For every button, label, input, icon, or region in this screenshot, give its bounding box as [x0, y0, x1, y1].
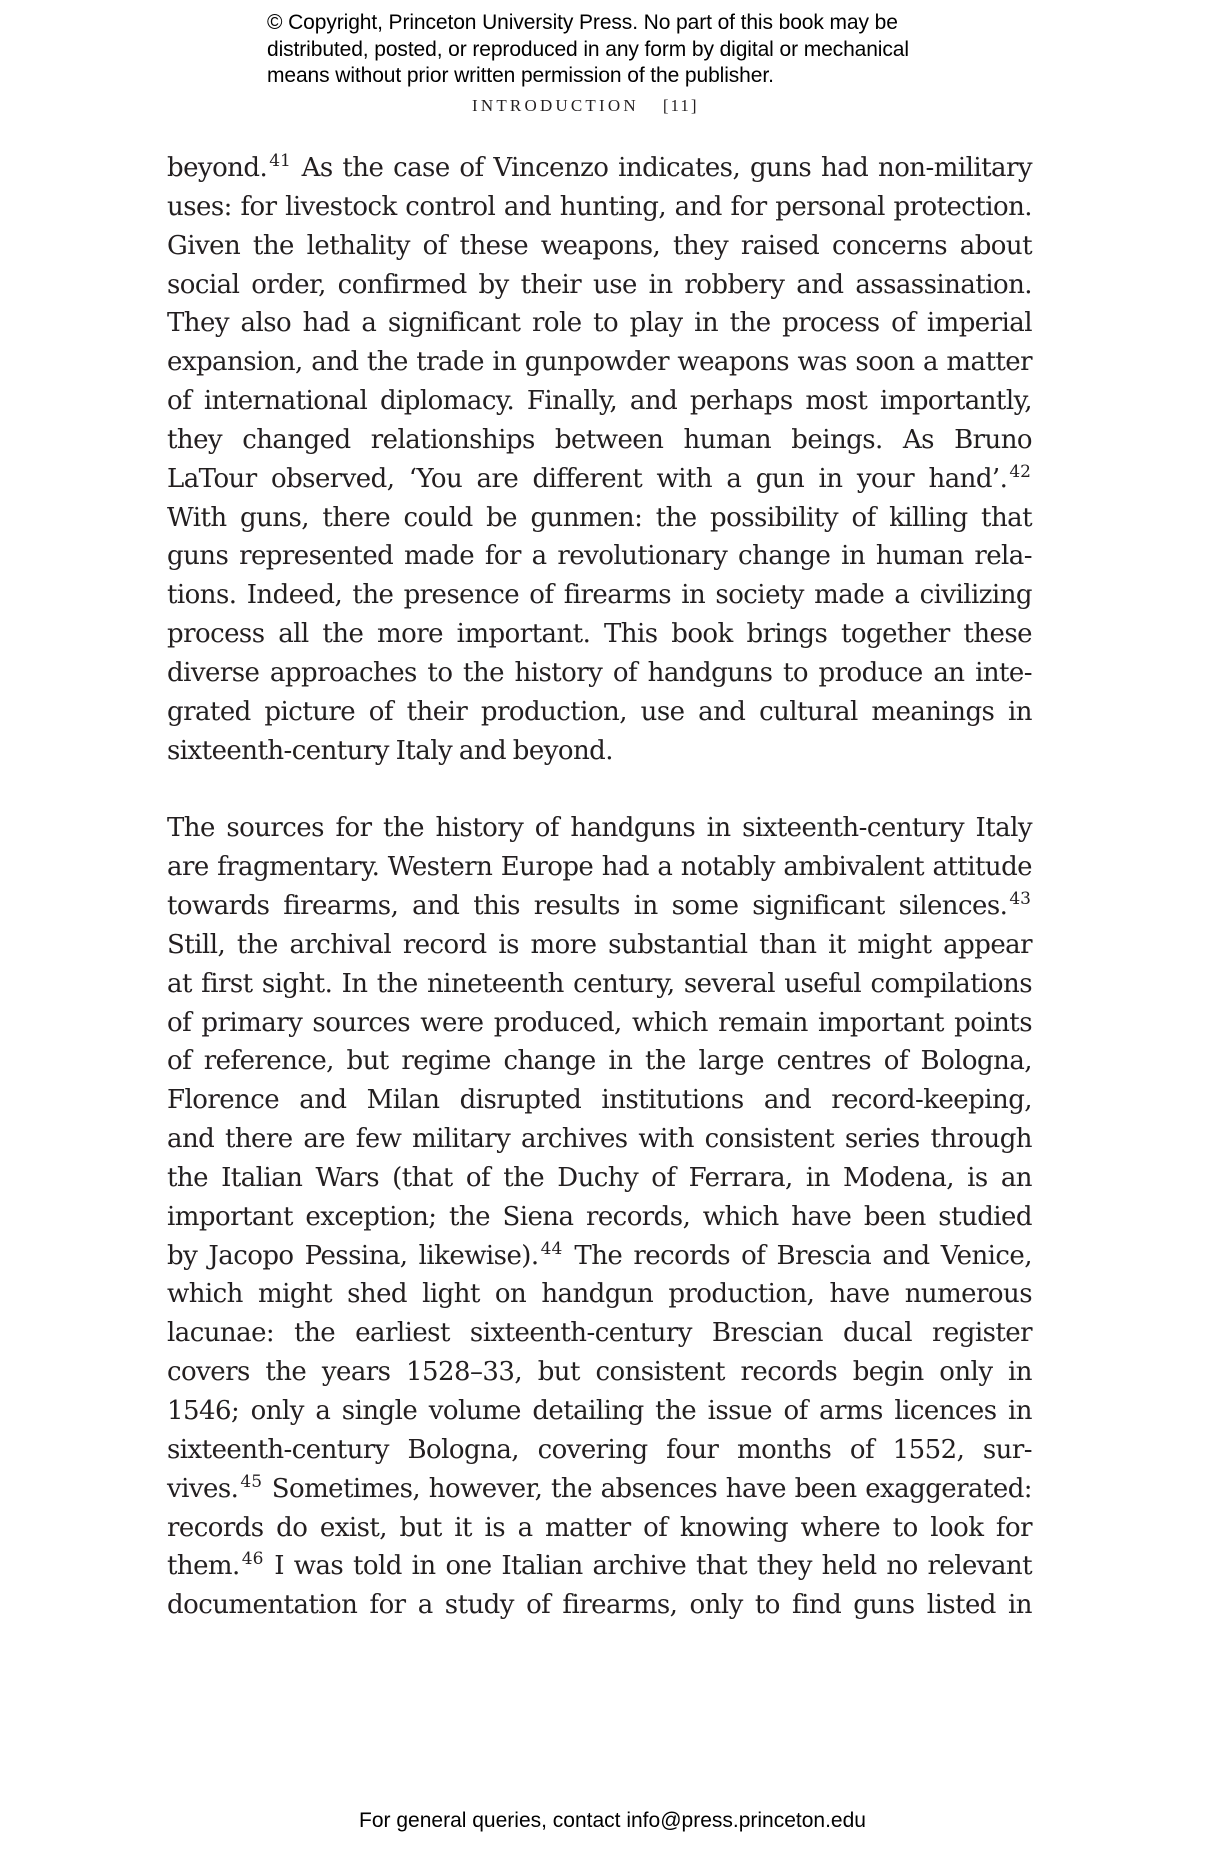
copyright-line: means without prior written permission of the publisher.	[267, 64, 774, 87]
text-line	[167, 1120, 1032, 1159]
paragraph	[167, 149, 1032, 771]
text-segment: they changed relationships between human beings. As Bruno	[167, 424, 1032, 455]
text-line	[167, 1159, 1032, 1198]
text-segment: lacunae: the earliest sixteenth-century Brescian ducal register	[167, 1318, 1032, 1349]
text-segment: important exception; the Siena records, which have been studied	[167, 1201, 1032, 1232]
copyright-notice	[267, 10, 1027, 90]
text-segment: of international diplomacy. Finally, and perhaps most importantly,	[167, 386, 1032, 417]
footnote-marker[interactable]: 42	[1009, 461, 1031, 482]
text-line	[167, 848, 1032, 887]
page-number: [11]	[662, 96, 699, 115]
text-line	[167, 421, 1032, 460]
text-line	[167, 460, 1032, 499]
text-segment: sixteenth-century Bologna, covering four months of 1552, sur-	[167, 1434, 1032, 1465]
text-line	[167, 693, 1032, 732]
text-segment: The sources for the history of handguns in sixteenth-century Italy	[167, 813, 1032, 844]
footnote-marker[interactable]: 45	[240, 1471, 263, 1492]
text-line	[167, 188, 1032, 227]
text-segment: of primary sources were produced, which remain important points	[167, 1007, 1032, 1038]
text-segment: uses: for livestock control and hunting, and for personal protection.	[167, 191, 1032, 222]
text-line	[167, 1509, 1032, 1548]
text-segment: covers the years 1528–33, but consistent records begin only in	[167, 1357, 1032, 1388]
paragraph	[167, 809, 1032, 1625]
text-line	[167, 1392, 1032, 1431]
text-segment: beyond.	[167, 153, 268, 183]
footnote-marker[interactable]: 43	[1009, 889, 1031, 910]
text-segment: are fragmentary. Western Europe had a notably ambivalent attitude	[167, 852, 1032, 883]
text-line	[167, 1081, 1032, 1120]
copyright-line: distributed, posted, or reproduced in any form by digital or mechanical	[267, 37, 909, 61]
text-segment: social order, confirmed by their use in robbery and assassination.	[167, 269, 1032, 300]
text-segment: 1546; only a single volume detailing the issue of arms licences in	[167, 1396, 1032, 1426]
text-segment: As the case of Vincenzo indicates, guns had non-military	[291, 153, 1032, 183]
text-segment: at first sight. In the nineteenth century, several useful compilations	[167, 968, 1032, 999]
text-line	[167, 887, 1032, 926]
text-line	[167, 965, 1032, 1004]
text-segment: The records of Brescia and Venice,	[563, 1240, 1032, 1271]
text-segment: Florence and Milan disrupted institutions and record-keeping,	[167, 1085, 1032, 1116]
text-line	[167, 615, 1032, 654]
text-line	[167, 1353, 1032, 1392]
text-line	[167, 1004, 1032, 1043]
text-line	[167, 227, 1032, 266]
footer-contact: For general queries, contact info@press.princeton.edu	[359, 1809, 866, 1832]
text-line	[167, 149, 1032, 188]
text-line	[167, 926, 1032, 965]
text-segment: I was told in one Italian archive that they held no relevant	[264, 1551, 1032, 1582]
text-line	[167, 1198, 1032, 1237]
text-line	[167, 1042, 1032, 1081]
text-segment: records do exist, but it is a matter of knowing where to look for	[167, 1512, 1032, 1543]
text-line	[167, 732, 1032, 771]
text-segment: by Jacopo Pessina, likewise).	[167, 1240, 539, 1271]
text-segment: vives.	[167, 1473, 239, 1504]
text-segment: Sometimes, however, the absences have been exaggerated:	[263, 1473, 1032, 1504]
text-line	[167, 809, 1032, 848]
text-segment: Given the lethality of these weapons, they raised concerns about	[167, 230, 1032, 261]
running-head-inner	[472, 95, 699, 117]
text-segment: tions. Indeed, the presence of firearms in society made a civilizing	[167, 580, 1032, 611]
text-segment: guns represented made for a revolutionary change in human rela-	[167, 541, 1032, 572]
text-line	[167, 1586, 1032, 1625]
text-line	[167, 1431, 1032, 1470]
text-line	[167, 266, 1032, 305]
section-title: INTRODUCTION	[472, 96, 639, 115]
text-segment: process all the more important. This book brings together these	[167, 619, 1032, 650]
text-segment: They also had a significant role to play in the process of imperial	[167, 308, 1032, 339]
text-line	[167, 343, 1032, 382]
text-segment: and there are few military archives with consistent series through	[167, 1124, 1032, 1155]
text-line	[167, 382, 1032, 421]
text-segment: diverse approaches to the history of handguns to produce an inte-	[167, 657, 1032, 688]
text-segment: documentation for a study of firearms, only to find guns listed in	[167, 1590, 1032, 1621]
text-segment: them.	[167, 1551, 240, 1582]
text-segment: sixteenth-century Italy and beyond.	[167, 735, 613, 766]
text-segment: which might shed light on handgun production, have numerous	[167, 1279, 1032, 1310]
text-segment: expansion, and the trade in gunpowder weapons was soon a matter	[167, 347, 1032, 378]
text-line	[167, 1470, 1032, 1509]
text-line	[167, 537, 1032, 576]
footnote-marker[interactable]: 46	[241, 1549, 264, 1570]
text-line	[167, 1314, 1032, 1353]
text-segment: of reference, but regime change in the large centres of Bologna,	[167, 1046, 1032, 1077]
text-segment: Still, the archival record is more substantial than it might appear	[167, 929, 1032, 960]
copyright-line: © Copyright, Princeton University Press. No part of this book may be	[267, 11, 898, 34]
text-line	[167, 1237, 1032, 1276]
body-text	[167, 149, 1032, 1625]
paragraph-gap	[167, 771, 1032, 810]
footnote-marker[interactable]: 44	[540, 1238, 563, 1259]
text-segment: With guns, there could be gunmen: the possibility of killing that	[167, 502, 1032, 533]
text-line	[167, 304, 1032, 343]
footnote-marker[interactable]: 41	[269, 151, 291, 171]
text-line	[167, 1547, 1032, 1586]
text-line	[167, 1275, 1032, 1314]
text-segment: LaTour observed, ‘You are different with a gun in your hand’.	[167, 463, 1008, 494]
text-segment: the Italian Wars (that of the Duchy of Ferrara, in Modena, is an	[167, 1162, 1032, 1193]
text-line	[167, 499, 1032, 538]
text-segment: grated picture of their production, use and cultural meanings in	[167, 696, 1032, 727]
text-segment: towards firearms, and this results in some significant silences.	[167, 891, 1008, 922]
text-line	[167, 654, 1032, 693]
text-line	[167, 576, 1032, 615]
